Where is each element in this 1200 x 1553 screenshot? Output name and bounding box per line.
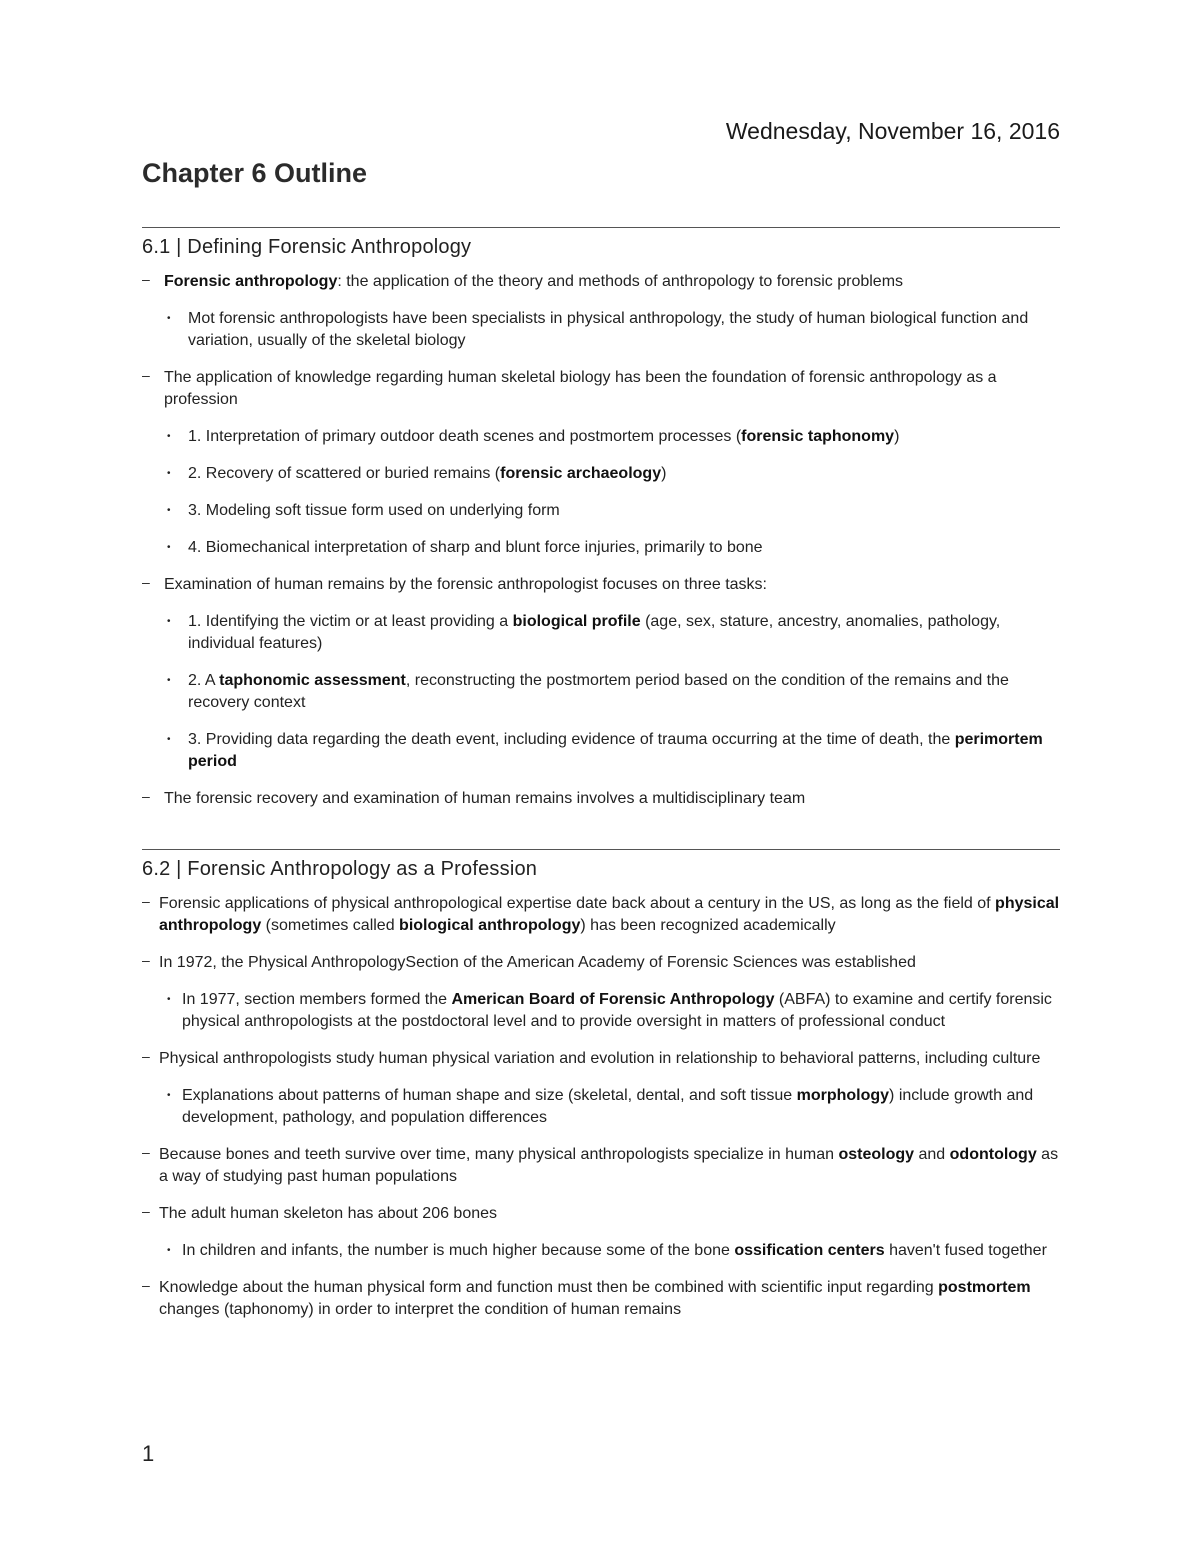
outline-item xyxy=(142,952,1060,974)
item-text: 1. Identifying the victim or at least providing a xyxy=(188,613,513,630)
item-text: (sometimes called xyxy=(261,917,400,934)
outline-subitem xyxy=(142,1240,1060,1262)
dash-marker: – xyxy=(142,788,150,804)
dash-marker: – xyxy=(142,1048,150,1064)
outline-item xyxy=(142,1203,1060,1225)
key-term: biological profile xyxy=(512,613,641,630)
key-term: odontology xyxy=(949,1146,1037,1163)
item-text: Physical anthropologists study human physical variation and evolution in relationship to behavioral patterns, including culture xyxy=(159,1050,1041,1067)
item-text: ) include growth and development, pathology, and population differences xyxy=(182,1087,1034,1126)
bullet-marker: • xyxy=(167,675,171,686)
key-term: ossification centers xyxy=(734,1242,885,1259)
item-text: The forensic recovery and examination of human remains involves a multidisciplinary team xyxy=(164,790,806,807)
item-text: Mot forensic anthropologists have been specialists in physical anthropology, the study of human biological function and variation, usually of the skeletal biology xyxy=(188,310,1029,349)
item-text: 2. A xyxy=(188,672,220,689)
item-text: In children and infants, the number is much higher because some of the bone xyxy=(182,1242,735,1259)
bullet-marker: • xyxy=(167,468,171,479)
outline-item xyxy=(142,788,1060,810)
outline-subitem xyxy=(142,1085,1060,1129)
outline-item xyxy=(142,1048,1060,1070)
outline-subitem xyxy=(142,426,1060,448)
item-text: The adult human skeleton has about 206 bones xyxy=(159,1205,498,1222)
item-text: : the application of the theory and methods of anthropology to forensic problems xyxy=(337,273,904,290)
outline-subitem xyxy=(142,729,1060,773)
dash-marker: – xyxy=(142,1277,150,1293)
item-text: ) xyxy=(661,465,667,482)
item-text: 3. Providing data regarding the death event, including evidence of trauma occurring at the time of death, the xyxy=(188,731,955,748)
bullet-marker: • xyxy=(167,313,171,324)
outline-subitem xyxy=(142,500,1060,522)
item-text: changes (taphonomy) in order to interpret the condition of human remains xyxy=(159,1301,682,1318)
section-divider xyxy=(142,227,1060,228)
key-term: taphonomic assessment xyxy=(219,672,406,689)
bullet-marker: • xyxy=(167,1090,171,1101)
key-term: biological anthropology xyxy=(399,917,581,934)
section-divider xyxy=(142,849,1060,850)
bullet-marker: • xyxy=(167,431,171,442)
dash-marker: – xyxy=(142,574,150,590)
item-text: (ABFA) to examine and certify forensic physical anthropologists at the postdoctoral level and to provide oversight in matters of professional conduct xyxy=(182,991,1052,1030)
key-term: forensic archaeology xyxy=(500,465,662,482)
key-term: forensic taphonomy xyxy=(741,428,895,445)
outline-item xyxy=(142,893,1060,937)
key-term: postmortem xyxy=(938,1279,1031,1296)
dash-marker: – xyxy=(142,893,150,909)
bullet-marker: • xyxy=(167,505,171,516)
item-text: as a way of studying past human populations xyxy=(159,1146,1059,1185)
bullet-marker: • xyxy=(167,616,171,627)
item-text: The application of knowledge regarding human skeletal biology has been the foundation of forensic anthropology as a profession xyxy=(164,369,997,408)
bullet-marker: • xyxy=(167,542,171,553)
document-date: Wednesday, November 16, 2016 xyxy=(725,118,1060,144)
item-text: ) has been recognized academically xyxy=(580,917,836,934)
outline-subitem xyxy=(142,989,1060,1033)
page-title: Chapter 6 Outline xyxy=(142,158,368,188)
item-text: In 1977, section members formed the xyxy=(182,991,452,1008)
key-term: osteology xyxy=(838,1146,915,1163)
dash-marker: – xyxy=(142,1144,150,1160)
item-text: Because bones and teeth survive over time, many physical anthropologists specialize in human xyxy=(159,1146,839,1163)
outline-list xyxy=(142,893,1060,1321)
outline-item xyxy=(142,1144,1060,1188)
key-term: perimortem period xyxy=(188,731,1043,770)
dash-marker: – xyxy=(142,367,150,383)
item-text: 2. Recovery of scattered or buried remains ( xyxy=(188,465,501,482)
section-defining-forensic-anthropology xyxy=(142,227,1060,825)
outline-subitem xyxy=(142,611,1060,655)
outline-item xyxy=(142,367,1060,411)
item-text: haven't fused together xyxy=(884,1242,1047,1259)
key-term: American Board of Forensic Anthropology xyxy=(451,991,775,1008)
outline-list xyxy=(142,271,1060,810)
dash-marker: – xyxy=(142,952,150,968)
section-forensic-anthropology-profession xyxy=(142,849,1060,1336)
page-number: 1 xyxy=(142,1441,155,1466)
bullet-marker: • xyxy=(167,994,171,1005)
outline-subitem xyxy=(142,537,1060,559)
item-text: Knowledge about the human physical form and function must then be combined with scientific input regarding xyxy=(159,1279,939,1296)
item-text: 1. Interpretation of primary outdoor death scenes and postmortem processes ( xyxy=(188,428,742,445)
item-text: Explanations about patterns of human shape and size (skeletal, dental, and soft tissue xyxy=(182,1087,797,1104)
outline-item xyxy=(142,1277,1060,1321)
outline-item xyxy=(142,574,1060,596)
item-text: Examination of human remains by the forensic anthropologist focuses on three tasks: xyxy=(164,576,767,593)
outline-item xyxy=(142,271,1060,293)
outline-subitem xyxy=(142,463,1060,485)
section-heading: 6.1 | Defining Forensic Anthropology xyxy=(142,236,472,258)
dash-marker: – xyxy=(142,271,150,287)
item-text: 4. Biomechanical interpretation of sharp and blunt force injuries, primarily to bone xyxy=(188,539,763,556)
key-term: physical anthropology xyxy=(159,895,1060,934)
item-text: (age, sex, stature, ancestry, anomalies, pathology, individual features) xyxy=(188,613,1001,652)
item-text: 3. Modeling soft tissue form used on underlying form xyxy=(188,502,560,519)
outline-subitem xyxy=(142,308,1060,352)
item-text: Forensic applications of physical anthropological expertise date back about a century in the US, as long as the field of xyxy=(159,895,996,912)
bullet-marker: • xyxy=(167,1245,171,1256)
dash-marker: – xyxy=(142,1203,150,1219)
outline-subitem xyxy=(142,670,1060,714)
section-heading: 6.2 | Forensic Anthropology as a Profession xyxy=(142,858,538,880)
key-term: Forensic anthropology xyxy=(164,273,338,290)
bullet-marker: • xyxy=(167,734,171,745)
item-text: , reconstructing the postmortem period based on the condition of the remains and the recovery context xyxy=(188,672,1009,711)
item-text: ) xyxy=(894,428,900,445)
key-term: morphology xyxy=(796,1087,890,1104)
item-text: In 1972, the Physical AnthropologySection of the American Academy of Forensic Sciences was established xyxy=(159,954,916,971)
item-text: and xyxy=(914,1146,950,1163)
